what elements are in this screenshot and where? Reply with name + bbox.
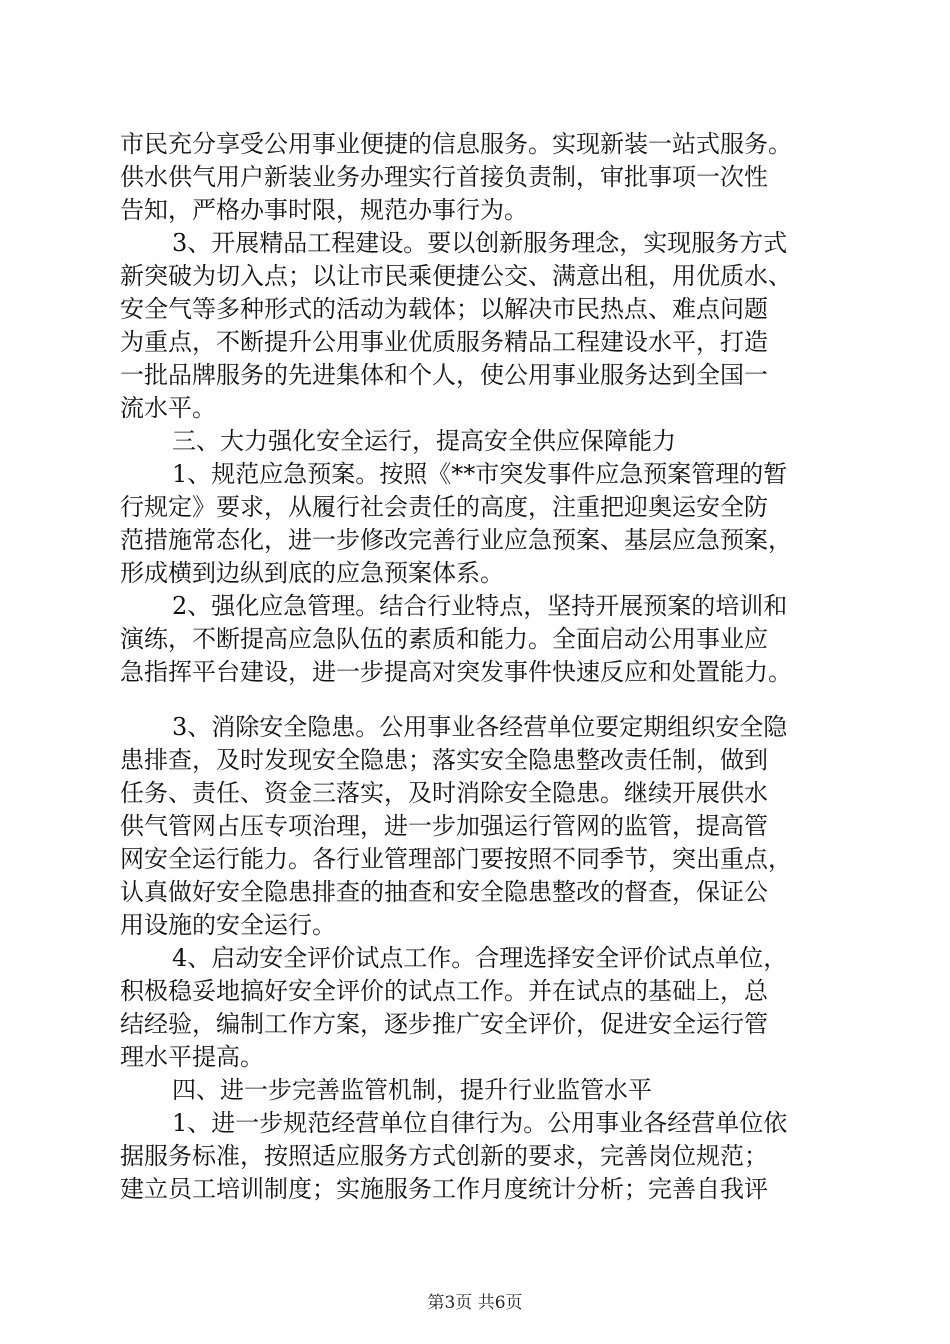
section-heading: 三、大力强化安全运行，提高安全供应保障能力 [172, 427, 676, 455]
paragraph-start: 3、开展精品工程建设。要以创新服务理念，实现服务方式 [172, 229, 788, 257]
section-heading: 四、进一步完善监管机制，提升行业监管水平 [172, 1076, 652, 1104]
text-line: 演练，不断提高应急队伍的素质和能力。全面启动公用事业应 [120, 625, 768, 653]
text-line: 用设施的安全运行。 [120, 911, 336, 939]
paragraph-start: 1、规范应急预案。按照《**市突发事件应急预案管理的暂 [172, 460, 788, 488]
text-line: 认真做好安全隐患排查的抽查和安全隐患整改的督查，保证公 [120, 878, 768, 906]
text-line: 一批品牌服务的先进集体和个人，使公用事业服务达到全国一 [120, 361, 768, 389]
text-line: 为重点，不断提升公用事业优质服务精品工程建设水平，打造 [120, 328, 768, 356]
text-line: 据服务标准，按照适应服务方式创新的要求，完善岗位规范； [120, 1142, 768, 1170]
text-line: 行规定》要求，从履行社会责任的高度，注重把迎奥运安全防 [120, 493, 768, 521]
text-line: 形成横到边纵到底的应急预案体系。 [120, 559, 504, 587]
page-number-footer: 第3页 共6页 [427, 1293, 523, 1313]
text-line: 市民充分享受公用事业便捷的信息服务。实现新装一站式服务。 [120, 130, 792, 158]
paragraph-start: 2、强化应急管理。结合行业特点，坚持开展预案的培训和 [172, 592, 788, 620]
text-line: 积极稳妥地搞好安全评价的试点工作。并在试点的基础上，总 [120, 977, 768, 1005]
text-line: 供水供气用户新装业务办理实行首接负责制，审批事项一次性 [120, 163, 768, 191]
paragraph-start: 1、进一步规范经营单位自律行为。公用事业各经营单位依 [172, 1109, 788, 1137]
text-line: 结经验，编制工作方案，逐步推广安全评价，促进安全运行管 [120, 1010, 768, 1038]
text-line: 流水平。 [120, 394, 216, 422]
text-line: 供气管网占压专项治理，进一步加强运行管网的监管，提高管 [120, 812, 768, 840]
text-line: 急指挥平台建设，进一步提高对突发事件快速反应和处置能力。 [120, 658, 792, 686]
text-line: 新突破为切入点；以让市民乘便捷公交、满意出租，用优质水、 [120, 262, 792, 290]
text-line: 范措施常态化，进一步修改完善行业应急预案、基层应急预案， [120, 526, 792, 554]
text-line: 理水平提高。 [120, 1043, 264, 1071]
text-line: 安全气等多种形式的活动为载体；以解决市民热点、难点问题 [120, 295, 768, 323]
paragraph-start: 3、消除安全隐患。公用事业各经营单位要定期组织安全隐 [172, 713, 788, 741]
text-line: 网安全运行能力。各行业管理部门要按照不同季节，突出重点， [120, 845, 792, 873]
text-line: 患排查，及时发现安全隐患；落实安全隐患整改责任制，做到 [120, 746, 768, 774]
paragraph-start: 4、启动安全评价试点工作。合理选择安全评价试点单位， [172, 944, 788, 972]
text-line: 告知，严格办事时限，规范办事行为。 [120, 196, 528, 224]
text-line: 建立员工培训制度；实施服务工作月度统计分析；完善自我评 [120, 1175, 768, 1203]
text-line: 任务、责任、资金三落实，及时消除安全隐患。继续开展供水 [120, 779, 768, 807]
